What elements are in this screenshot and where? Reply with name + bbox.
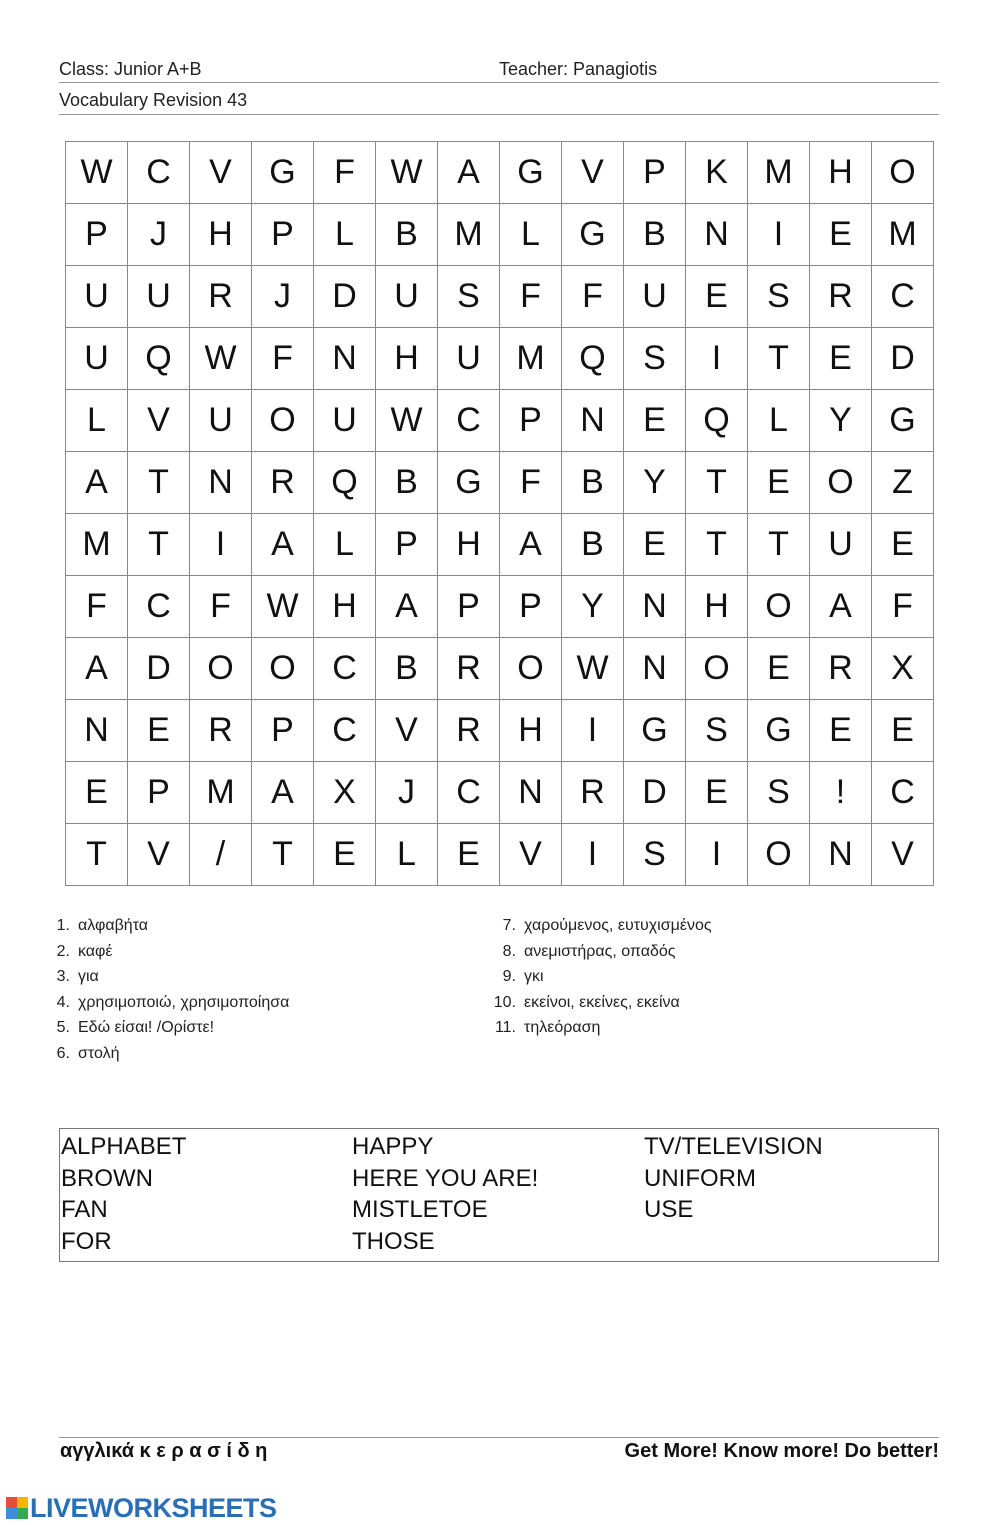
grid-cell[interactable]: F xyxy=(562,266,624,328)
grid-cell[interactable]: P xyxy=(252,204,314,266)
grid-row xyxy=(66,824,934,886)
grid-cell[interactable]: H xyxy=(686,576,748,638)
grid-cell[interactable]: L xyxy=(748,390,810,452)
grid-cell[interactable]: P xyxy=(500,576,562,638)
grid-cell[interactable]: G xyxy=(624,700,686,762)
word-bank-word: UNIFORM xyxy=(644,1164,756,1192)
grid-cell[interactable]: N xyxy=(810,824,872,886)
clues-left xyxy=(40,913,289,1067)
grid-cell[interactable]: S xyxy=(748,762,810,824)
grid-cell[interactable]: A xyxy=(376,576,438,638)
grid-cell[interactable]: H xyxy=(376,328,438,390)
clues-right xyxy=(486,913,712,1041)
word-bank xyxy=(59,1128,939,1262)
grid-cell[interactable]: E xyxy=(686,762,748,824)
grid-cell[interactable]: F xyxy=(872,576,934,638)
liveworksheets-logo[interactable] xyxy=(6,1494,277,1522)
grid-cell[interactable]: G xyxy=(748,700,810,762)
grid-cell[interactable]: O xyxy=(748,576,810,638)
grid-cell[interactable]: E xyxy=(810,328,872,390)
grid-row xyxy=(66,204,934,266)
grid-cell[interactable]: G xyxy=(438,452,500,514)
grid-cell[interactable]: P xyxy=(624,142,686,204)
clue-item xyxy=(40,964,289,990)
grid-cell[interactable]: Y xyxy=(562,576,624,638)
grid-cell[interactable]: I xyxy=(686,824,748,886)
clue-number: 7. xyxy=(502,917,516,934)
grid-cell[interactable]: C xyxy=(872,762,934,824)
grid-cell[interactable]: A xyxy=(252,762,314,824)
brand-name: LIVEWORKSHEETS xyxy=(30,1492,277,1523)
grid-cell[interactable]: K xyxy=(686,142,748,204)
grid-cell[interactable]: U xyxy=(66,266,128,328)
grid-cell[interactable]: V xyxy=(500,824,562,886)
clue-text: χαρούμενος, ευτυχισμένος xyxy=(524,917,712,934)
grid-cell[interactable]: S xyxy=(624,824,686,886)
word-bank-word: FAN xyxy=(61,1196,108,1223)
grid-cell[interactable]: C xyxy=(438,762,500,824)
word-bank-word: BROWN xyxy=(61,1164,153,1192)
grid-cell[interactable]: X xyxy=(314,762,376,824)
grid-cell[interactable]: P xyxy=(376,514,438,576)
word-bank-word: MISTLETOE xyxy=(352,1196,488,1223)
grid-cell[interactable]: W xyxy=(66,142,128,204)
grid-cell[interactable]: V xyxy=(376,700,438,762)
grid-cell[interactable]: F xyxy=(66,576,128,638)
grid-cell[interactable]: A xyxy=(66,638,128,700)
grid-cell[interactable]: R xyxy=(810,638,872,700)
grid-cell[interactable]: D xyxy=(314,266,376,328)
grid-cell[interactable]: V xyxy=(562,142,624,204)
grid-cell[interactable]: R xyxy=(438,700,500,762)
footer-left-text: αγγλικά κ ε ρ α σ ί δ η xyxy=(60,1440,268,1462)
grid-cell[interactable]: W xyxy=(376,390,438,452)
grid-cell[interactable]: B xyxy=(376,204,438,266)
grid-cell[interactable]: L xyxy=(66,390,128,452)
word-bank-word: TV/TELEVISION xyxy=(644,1133,823,1160)
grid-cell[interactable]: W xyxy=(376,142,438,204)
clue-item xyxy=(40,939,289,965)
grid-cell[interactable]: A xyxy=(500,514,562,576)
grid-row xyxy=(66,762,934,824)
grid-cell[interactable]: U xyxy=(810,514,872,576)
word-bank-column-2 xyxy=(352,1131,538,1257)
clue-number: 5. xyxy=(56,1019,70,1037)
grid-cell[interactable]: O xyxy=(252,390,314,452)
grid-row xyxy=(66,142,934,204)
grid-cell[interactable]: S xyxy=(438,266,500,328)
grid-cell[interactable]: W xyxy=(190,328,252,390)
grid-cell[interactable]: T xyxy=(128,452,190,514)
grid-cell[interactable]: Q xyxy=(128,328,190,390)
grid-cell[interactable]: O xyxy=(810,452,872,514)
grid-cell[interactable]: F xyxy=(190,576,252,638)
grid-cell[interactable]: E xyxy=(314,824,376,886)
word-bank-word: THOSE xyxy=(352,1227,435,1255)
grid-cell[interactable]: A xyxy=(252,514,314,576)
grid-cell[interactable]: H xyxy=(810,142,872,204)
clue-number: 6. xyxy=(56,1044,70,1062)
grid-cell[interactable]: R xyxy=(810,266,872,328)
grid-cell[interactable]: J xyxy=(128,204,190,266)
grid-cell[interactable]: N xyxy=(500,762,562,824)
grid-cell[interactable]: P xyxy=(252,700,314,762)
grid-cell[interactable]: H xyxy=(190,204,252,266)
clue-text: γκι xyxy=(524,968,544,986)
clue-text: καφέ xyxy=(78,942,113,960)
grid-cell[interactable]: N xyxy=(624,638,686,700)
clue-text: ανεμιστήρας, οπαδός xyxy=(524,942,676,960)
grid-cell[interactable]: A xyxy=(810,576,872,638)
clue-number: 3. xyxy=(56,968,70,986)
grid-cell[interactable]: V xyxy=(872,824,934,886)
grid-cell[interactable]: P xyxy=(66,204,128,266)
word-bank-word: ALPHABET xyxy=(61,1133,187,1160)
clue-item xyxy=(486,964,712,990)
grid-cell[interactable]: T xyxy=(252,824,314,886)
grid-cell[interactable]: C xyxy=(128,142,190,204)
grid-row xyxy=(66,452,934,514)
grid-cell[interactable]: O xyxy=(190,638,252,700)
grid-cell[interactable]: I xyxy=(562,824,624,886)
grid-cell[interactable]: U xyxy=(66,328,128,390)
grid-cell[interactable]: I xyxy=(748,204,810,266)
grid-cell[interactable]: M xyxy=(872,204,934,266)
grid-row xyxy=(66,390,934,452)
word-bank-column-1 xyxy=(61,1131,186,1257)
grid-cell[interactable]: Q xyxy=(314,452,376,514)
clue-text: εκείνοι, εκείνες, εκείνα xyxy=(524,993,680,1011)
grid-cell[interactable]: S xyxy=(748,266,810,328)
grid-cell[interactable]: X xyxy=(872,638,934,700)
grid-cell[interactable]: R xyxy=(190,266,252,328)
grid-cell[interactable]: V xyxy=(128,390,190,452)
grid-cell[interactable]: P xyxy=(128,762,190,824)
grid-cell[interactable]: C xyxy=(314,638,376,700)
grid-cell[interactable]: U xyxy=(128,266,190,328)
grid-cell[interactable]: U xyxy=(314,390,376,452)
grid-cell[interactable]: C xyxy=(128,576,190,638)
grid-cell[interactable]: E xyxy=(66,762,128,824)
grid-cell[interactable]: T xyxy=(686,452,748,514)
grid-cell[interactable]: L xyxy=(314,514,376,576)
clue-text: τηλεόραση xyxy=(524,1019,601,1037)
grid-cell[interactable]: R xyxy=(438,638,500,700)
clue-item xyxy=(40,990,289,1016)
grid-cell[interactable]: R xyxy=(252,452,314,514)
clue-item xyxy=(486,990,712,1016)
grid-row xyxy=(66,266,934,328)
grid-cell[interactable]: E xyxy=(810,204,872,266)
word-bank-word: HAPPY xyxy=(352,1133,434,1160)
grid-cell[interactable]: E xyxy=(748,452,810,514)
word-bank-word: FOR xyxy=(61,1227,112,1255)
grid-cell[interactable]: H xyxy=(438,514,500,576)
grid-cell[interactable]: Q xyxy=(562,328,624,390)
grid-cell[interactable]: ! xyxy=(810,762,872,824)
footer-slogan: Get More! Know more! Do better! xyxy=(624,1440,939,1462)
grid-cell[interactable]: C xyxy=(438,390,500,452)
clue-number: 8. xyxy=(502,942,516,960)
grid-cell[interactable]: B xyxy=(562,452,624,514)
word-bank-column-3 xyxy=(644,1131,823,1226)
grid-cell[interactable]: F xyxy=(314,142,376,204)
grid-cell[interactable]: F xyxy=(500,266,562,328)
grid-cell[interactable]: E xyxy=(810,700,872,762)
grid-row xyxy=(66,700,934,762)
grid-cell[interactable]: I xyxy=(190,514,252,576)
grid-cell[interactable]: L xyxy=(314,204,376,266)
grid-cell[interactable]: M xyxy=(500,328,562,390)
header-rule-2 xyxy=(59,114,939,115)
grid-cell[interactable]: E xyxy=(872,514,934,576)
clue-item xyxy=(486,913,712,939)
clue-item xyxy=(486,1015,712,1041)
grid-cell[interactable]: P xyxy=(438,576,500,638)
grid-row xyxy=(66,514,934,576)
grid-cell[interactable]: N xyxy=(624,576,686,638)
grid-cell[interactable]: I xyxy=(686,328,748,390)
grid-cell[interactable]: J xyxy=(376,762,438,824)
clue-item xyxy=(40,1041,289,1067)
clue-text: στολή xyxy=(78,1044,120,1062)
grid-cell[interactable]: U xyxy=(438,328,500,390)
clue-number: 11. xyxy=(494,1019,516,1037)
grid-cell[interactable]: E xyxy=(686,266,748,328)
grid-row xyxy=(66,328,934,390)
grid-cell[interactable]: O xyxy=(500,638,562,700)
word-bank-word: HERE YOU ARE! xyxy=(352,1164,539,1192)
header-rule-1 xyxy=(59,82,939,83)
grid-cell[interactable]: O xyxy=(252,638,314,700)
worksheet-title: Vocabulary Revision 43 xyxy=(59,90,248,110)
grid-cell[interactable]: N xyxy=(562,390,624,452)
clue-text: χρησιμοποιώ, χρησιμοποίησα xyxy=(78,993,290,1011)
grid-cell[interactable]: I xyxy=(562,700,624,762)
grid-cell[interactable]: M xyxy=(190,762,252,824)
grid-cell[interactable]: Z xyxy=(872,452,934,514)
grid-cell[interactable]: C xyxy=(314,700,376,762)
grid-cell[interactable]: T xyxy=(128,514,190,576)
clue-text: αλφαβήτα xyxy=(78,917,149,934)
grid-cell[interactable]: F xyxy=(500,452,562,514)
grid-cell[interactable]: O xyxy=(686,638,748,700)
grid-cell[interactable]: / xyxy=(190,824,252,886)
grid-cell[interactable]: C xyxy=(872,266,934,328)
grid-cell[interactable]: N xyxy=(314,328,376,390)
grid-cell[interactable]: M xyxy=(438,204,500,266)
clue-item xyxy=(40,1015,289,1041)
grid-cell[interactable]: G xyxy=(500,142,562,204)
grid-cell[interactable]: H xyxy=(500,700,562,762)
grid-cell[interactable]: T xyxy=(748,514,810,576)
grid-cell[interactable]: L xyxy=(500,204,562,266)
grid-cell[interactable]: R xyxy=(190,700,252,762)
grid-cell[interactable]: Y xyxy=(624,452,686,514)
teacher-label: Teacher: Panagiotis xyxy=(499,59,658,79)
grid-cell[interactable]: G xyxy=(872,390,934,452)
grid-cell[interactable]: S xyxy=(624,328,686,390)
grid-cell[interactable]: E xyxy=(128,700,190,762)
clue-number: 9. xyxy=(502,968,516,986)
grid-row xyxy=(66,576,934,638)
grid-cell[interactable]: T xyxy=(66,824,128,886)
grid-cell[interactable]: V xyxy=(128,824,190,886)
clue-number: 10. xyxy=(493,993,516,1011)
grid-cell[interactable]: G xyxy=(562,204,624,266)
clue-text: για xyxy=(78,968,99,986)
grid-cell[interactable]: U xyxy=(190,390,252,452)
grid-cell[interactable]: U xyxy=(624,266,686,328)
grid-cell[interactable]: G xyxy=(252,142,314,204)
grid-cell[interactable]: E xyxy=(624,514,686,576)
grid-cell[interactable]: S xyxy=(686,700,748,762)
grid-cell[interactable]: T xyxy=(686,514,748,576)
grid-cell[interactable]: O xyxy=(872,142,934,204)
grid-cell[interactable]: D xyxy=(624,762,686,824)
grid-cell[interactable]: A xyxy=(66,452,128,514)
grid-cell[interactable]: O xyxy=(748,824,810,886)
footer-rule xyxy=(59,1437,939,1438)
grid-cell[interactable]: B xyxy=(624,204,686,266)
grid-row xyxy=(66,638,934,700)
grid-cell[interactable]: E xyxy=(438,824,500,886)
grid-cell[interactable]: F xyxy=(252,328,314,390)
grid-cell[interactable]: Y xyxy=(810,390,872,452)
clue-number: 2. xyxy=(56,942,70,960)
grid-cell[interactable]: J xyxy=(252,266,314,328)
logo-blocks-icon xyxy=(6,1497,28,1519)
grid-cell[interactable]: E xyxy=(624,390,686,452)
grid-cell[interactable]: D xyxy=(128,638,190,700)
class-label: Class: Junior A+B xyxy=(59,59,202,79)
grid-cell[interactable]: U xyxy=(376,266,438,328)
grid-cell[interactable]: V xyxy=(190,142,252,204)
clue-number: 1. xyxy=(56,917,70,934)
grid-cell[interactable]: N xyxy=(66,700,128,762)
grid-cell[interactable]: B xyxy=(376,638,438,700)
grid-cell[interactable]: W xyxy=(562,638,624,700)
grid-cell[interactable]: L xyxy=(376,824,438,886)
grid-cell[interactable]: M xyxy=(748,142,810,204)
clue-text: Εδώ είσαι! /Ορίστε! xyxy=(78,1019,215,1037)
grid-cell[interactable]: P xyxy=(500,390,562,452)
grid-cell[interactable]: W xyxy=(252,576,314,638)
grid-cell[interactable]: M xyxy=(66,514,128,576)
grid-cell[interactable]: D xyxy=(872,328,934,390)
grid-cell[interactable]: B xyxy=(376,452,438,514)
grid-cell[interactable]: T xyxy=(748,328,810,390)
grid-cell[interactable]: E xyxy=(872,700,934,762)
clue-item xyxy=(40,913,289,939)
grid-cell[interactable]: N xyxy=(686,204,748,266)
word-bank-word: USE xyxy=(644,1196,694,1223)
clue-number: 4. xyxy=(56,993,70,1011)
word-search-grid xyxy=(65,141,934,886)
grid-cell[interactable]: E xyxy=(748,638,810,700)
clue-item xyxy=(486,939,712,965)
grid-cell[interactable]: N xyxy=(190,452,252,514)
grid-cell[interactable]: H xyxy=(314,576,376,638)
grid-cell[interactable]: Q xyxy=(686,390,748,452)
grid-cell[interactable]: A xyxy=(438,142,500,204)
grid-cell[interactable]: R xyxy=(562,762,624,824)
grid-cell[interactable]: B xyxy=(562,514,624,576)
